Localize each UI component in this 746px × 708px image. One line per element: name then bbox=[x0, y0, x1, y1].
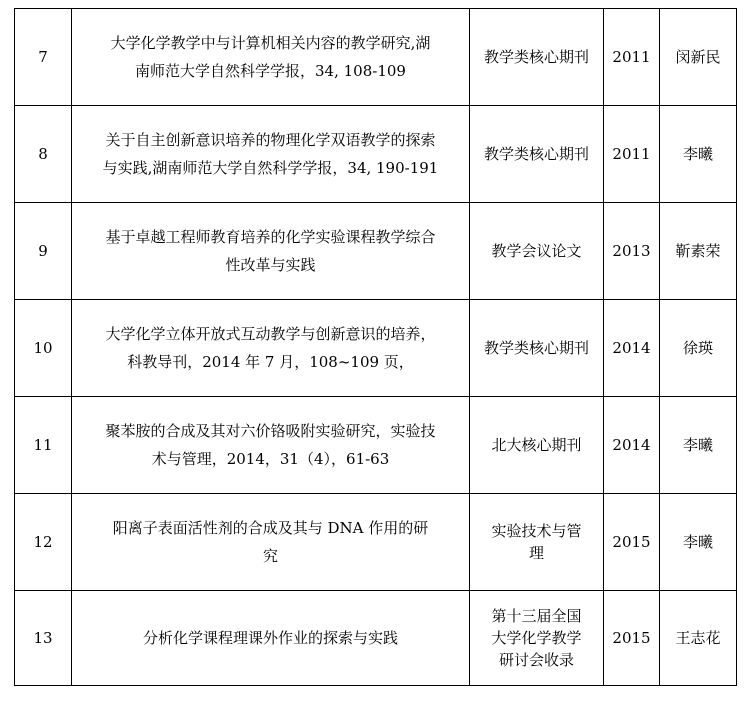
title-line: 阳离子表面活性剂的合成及其与 DNA 作用的研 bbox=[112, 519, 429, 537]
type-line: 实验技术与管 bbox=[491, 522, 582, 540]
paper-title bbox=[72, 494, 470, 591]
title-line: 南师范大学自然科学学报，34, 108-109 bbox=[135, 62, 406, 80]
paper-title bbox=[72, 397, 470, 494]
author: 王志花 bbox=[660, 591, 737, 686]
title-line: 基于卓越工程师教育培养的化学实验课程教学综合 bbox=[105, 228, 436, 246]
table-row bbox=[15, 300, 737, 397]
publication-table bbox=[14, 8, 737, 686]
title-line: 究 bbox=[262, 547, 278, 565]
row-number: 7 bbox=[15, 9, 72, 106]
type-line: 理 bbox=[528, 544, 544, 562]
year: 2014 bbox=[604, 397, 660, 494]
table-row bbox=[15, 591, 737, 686]
paper-title bbox=[72, 300, 470, 397]
publication-type bbox=[470, 397, 604, 494]
row-number: 12 bbox=[15, 494, 72, 591]
table-row bbox=[15, 397, 737, 494]
year: 2015 bbox=[604, 591, 660, 686]
type-line: 研讨会收录 bbox=[498, 651, 574, 669]
publication-type bbox=[470, 203, 604, 300]
year: 2011 bbox=[604, 106, 660, 203]
author: 靳素荣 bbox=[660, 203, 737, 300]
row-number: 8 bbox=[15, 106, 72, 203]
title-line: 性改革与实践 bbox=[225, 256, 316, 274]
table-row bbox=[15, 9, 737, 106]
table-row bbox=[15, 106, 737, 203]
title-line: 分析化学课程理课外作业的探索与实践 bbox=[142, 629, 398, 647]
publication-type bbox=[470, 591, 604, 686]
year: 2014 bbox=[604, 300, 660, 397]
row-number: 13 bbox=[15, 591, 72, 686]
paper-title bbox=[72, 591, 470, 686]
type-line: 教学类核心期刊 bbox=[483, 48, 589, 66]
year: 2011 bbox=[604, 9, 660, 106]
publication-type bbox=[470, 106, 604, 203]
table-body bbox=[15, 9, 737, 686]
type-line: 第十三届全国 bbox=[491, 607, 582, 625]
row-number: 11 bbox=[15, 397, 72, 494]
author: 李曦 bbox=[660, 106, 737, 203]
title-line: 术与管理，2014，31（4），61-63 bbox=[151, 450, 390, 468]
type-line: 大学化学教学 bbox=[491, 629, 582, 647]
title-line: 关于自主创新意识培养的物理化学双语教学的探索 bbox=[105, 131, 436, 149]
title-line: 聚苯胺的合成及其对六价铬吸附实验研究，实验技 bbox=[105, 422, 436, 440]
type-line: 教学类核心期刊 bbox=[483, 339, 589, 357]
year: 2015 bbox=[604, 494, 660, 591]
type-line: 教学会议论文 bbox=[491, 242, 582, 260]
author: 李曦 bbox=[660, 397, 737, 494]
table-row bbox=[15, 494, 737, 591]
year: 2013 bbox=[604, 203, 660, 300]
publication-type bbox=[470, 300, 604, 397]
paper-title bbox=[72, 106, 470, 203]
title-line: 大学化学教学中与计算机相关内容的教学研究,湖 bbox=[110, 34, 431, 52]
table-row bbox=[15, 203, 737, 300]
publication-type bbox=[470, 494, 604, 591]
title-line: 与实践,湖南师范大学自然科学学报，34, 190-191 bbox=[102, 159, 439, 177]
type-line: 北大核心期刊 bbox=[491, 436, 582, 454]
author: 李曦 bbox=[660, 494, 737, 591]
paper-title bbox=[72, 9, 470, 106]
author: 闵新民 bbox=[660, 9, 737, 106]
type-line: 教学类核心期刊 bbox=[483, 145, 589, 163]
paper-title bbox=[72, 203, 470, 300]
row-number: 10 bbox=[15, 300, 72, 397]
author: 徐瑛 bbox=[660, 300, 737, 397]
title-line: 科教导刊，2014 年 7 月，108~109 页， bbox=[127, 353, 414, 371]
title-line: 大学化学立体开放式互动教学与创新意识的培养， bbox=[105, 325, 436, 343]
publication-type bbox=[470, 9, 604, 106]
row-number: 9 bbox=[15, 203, 72, 300]
